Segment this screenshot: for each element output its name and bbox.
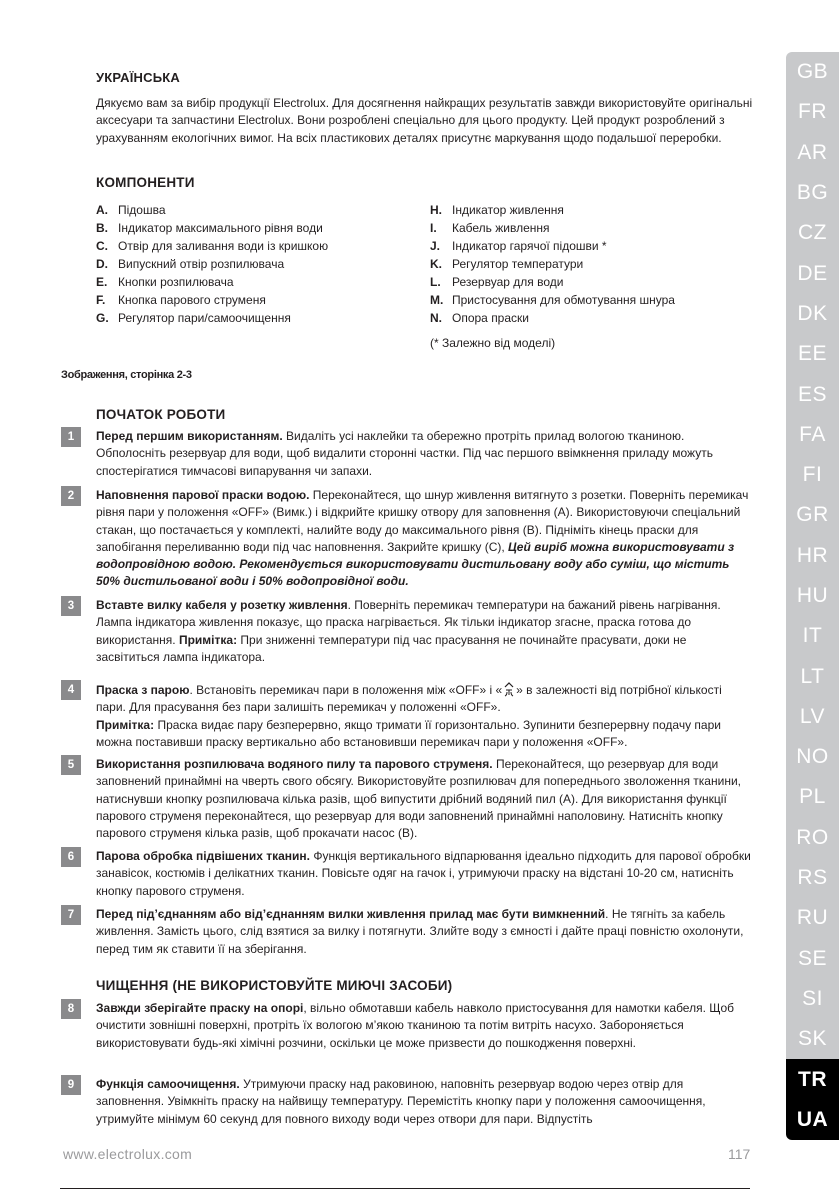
language-tab-ua[interactable]: UA: [786, 1100, 839, 1140]
components-list-left: [96, 201, 416, 327]
getting-started-title: ПОЧАТОК РОБОТИ: [96, 407, 226, 422]
language-tab-cz[interactable]: CZ: [786, 213, 839, 253]
language-tab-gr[interactable]: GR: [786, 495, 839, 535]
component-letter: M.: [430, 293, 444, 307]
step-4-lead: Праска з парою: [96, 683, 190, 697]
step-number: 9: [61, 1075, 81, 1095]
component-letter: J.: [430, 239, 441, 253]
component-label: Кабель живлення: [452, 221, 550, 235]
language-tab-ro[interactable]: RO: [786, 818, 839, 858]
language-tab-ar[interactable]: AR: [786, 133, 839, 173]
component-letter: N.: [430, 311, 442, 325]
step-3-lead: Вставте вилку кабеля у розетку живлення: [96, 598, 348, 612]
step-number: 3: [61, 596, 81, 616]
intro-paragraph: Дякуємо вам за вибір продукції Electrolux. Для досягнення найкращих результатів завжди використовуйте оригінальні аксесуари та запчастини Electrolux. Вони розроблені спеціально для цього продукту. Цей продукт розроблений з урахуванням екологічних вимог. На всіх пластикових деталях присутнє маркування щодо подальшої переробки.: [96, 96, 753, 145]
step-2-text: Переконайтеся, що шнур живлення витягнуто з розетки. Поверніть перемикач рівня пари у положення «OFF» (Вимк.) і відкрийте кришку отвору для заповнення (A). Використовуючи спеціальний стакан, що постачається у комплекті, налийте воду до максимального рівня (B). Підніміть кінець праски для запобігання переливанню води під час наповнення. Закрийте кришку (C),: [96, 488, 749, 554]
components-title: КОМПОНЕНТИ: [96, 175, 195, 190]
component-letter: B.: [96, 221, 108, 235]
step-8: [96, 1000, 751, 1052]
component-label: Регулятор пари/самоочищення: [118, 311, 291, 325]
language-tab-no[interactable]: NO: [786, 737, 839, 777]
step-3-note: При зниженні температури під час прасування не починайте прасувати, доки не засвітиться лампа індикатора.: [96, 632, 687, 664]
component-item: [430, 201, 750, 219]
component-item: [430, 273, 750, 291]
language-tab-gb[interactable]: GB: [786, 52, 839, 92]
step-number: 4: [61, 680, 81, 700]
component-label: Індикатор живлення: [452, 203, 564, 217]
component-label: Регулятор температури: [452, 257, 584, 271]
component-letter: K.: [430, 257, 442, 271]
language-tab-sk[interactable]: SK: [786, 1019, 839, 1059]
language-tabs: [786, 52, 839, 1140]
step-4-text-b: » в залежності від потрібної кількості пари. Для прасування без пари залишіть перемикач у положенні «OFF».: [96, 683, 722, 715]
step-3-text: . Поверніть перемикач температури на бажаний рівень нагрівання. Лампа індикатора живлення показує, що праска нагрівається. Як тільки індикатор згасне, праска готова до використання.: [96, 598, 721, 647]
component-item: [430, 291, 750, 309]
steam-icon: [502, 681, 516, 699]
component-label: Кнопка парового струменя: [118, 293, 266, 307]
step-1: [96, 428, 751, 480]
component-item: [96, 219, 416, 237]
language-tab-se[interactable]: SE: [786, 939, 839, 979]
step-2-lead: Наповнення парової праски водою.: [96, 488, 310, 502]
language-tab-fa[interactable]: FA: [786, 415, 839, 455]
language-tab-bg[interactable]: BG: [786, 173, 839, 213]
cleaning-title: ЧИЩЕННЯ (НЕ ВИКОРИСТОВУЙТЕ МИЮЧІ ЗАСОБИ): [96, 978, 453, 993]
language-tab-hu[interactable]: HU: [786, 576, 839, 616]
component-letter: E.: [96, 275, 108, 289]
component-item: [96, 255, 416, 273]
component-label: Резервуар для води: [452, 275, 564, 289]
step-4-note: Праска видає пару безперервно, якщо тримати її горизонтально. Зупинити безперервну подачу пари можна поставивши праску вертикально або встановивши перемикач пари у положення «OFF».: [96, 717, 721, 749]
step-1-lead: Перед першим використанням.: [96, 429, 283, 443]
step-7: [96, 906, 751, 958]
component-item: [430, 219, 750, 237]
component-item: [96, 237, 416, 255]
images-note: Зображення, сторінка 2-3: [61, 369, 192, 381]
components-footnote: (* Залежно від моделі): [430, 336, 556, 350]
step-number: 1: [61, 427, 81, 447]
step-9-text: Утримуючи праску над раковиною, наповніть резервуар водою через отвір для заповнення. Увімкніть праску на найвищу температуру. Перемістіть кнопку пари у положення самоочищення, утримуйте мінімум 60 секунд для повного виходу води через отвори для пари. Відпустіть: [96, 1077, 706, 1126]
step-6-lead: Парова обробка підвішених тканин.: [96, 849, 310, 863]
component-label: Пристосування для обмотування шнура: [452, 293, 675, 307]
step-7-text: . Не тягніть за кабель живлення. Замість цього, слід взятися за вилку і потягнути. Злийте воду з ємності і дайте праці повністю охолонути, перед тим як ставити її на зберігання.: [96, 907, 744, 956]
component-letter: D.: [96, 257, 108, 271]
language-tab-fr[interactable]: FR: [786, 92, 839, 132]
component-label: Кнопки розпилювача: [118, 275, 234, 289]
step-4-note-label: Примітка:: [96, 717, 155, 732]
language-tab-hr[interactable]: HR: [786, 536, 839, 576]
component-letter: G.: [96, 311, 109, 325]
step-number: 6: [61, 847, 81, 867]
step-number: 8: [61, 999, 81, 1019]
component-label: Підошва: [118, 203, 166, 217]
component-letter: H.: [430, 203, 442, 217]
step-9-lead: Функція самоочищення.: [96, 1077, 240, 1091]
component-letter: C.: [96, 239, 108, 253]
language-tab-ee[interactable]: EE: [786, 334, 839, 374]
language-tab-si[interactable]: SI: [786, 979, 839, 1019]
language-tab-de[interactable]: DE: [786, 253, 839, 293]
language-tab-lv[interactable]: LV: [786, 697, 839, 737]
language-tab-lt[interactable]: LT: [786, 656, 839, 696]
component-item: [430, 237, 750, 255]
step-3: [96, 597, 751, 666]
step-9: [96, 1076, 751, 1128]
footer-divider: [60, 1188, 750, 1189]
step-5-lead: Використання розпилювача водяного пилу та парового струменя.: [96, 757, 493, 771]
step-5-text: Переконайтеся, що резервуар для води заповнений принаймні на чверть свого обсягу. Використовуйте розпилювач для попереднього зволоження тканини, натиснувши кнопку розпилювача кілька разів, щоб випустити дрібний водяний пил (A). Для використання функції парового струменя переконайтеся, що резервуар для води заповнений принаймні наполовину. Натисніть кнопку парового струменя кілька разів, щоб прокачати насос (B).: [96, 757, 741, 841]
language-tab-pl[interactable]: PL: [786, 777, 839, 817]
section-title: УКРАЇНСЬКА: [96, 70, 180, 85]
components-list-right: [430, 201, 750, 327]
component-label: Індикатор гарячої підошви *: [452, 239, 607, 253]
component-letter: I.: [430, 221, 437, 235]
component-item: [430, 309, 750, 327]
step-6-text: Функція вертикального відпарювання ідеально підходить для парової обробки занавісок, костюмів і делікатних тканин. Повісьте одяг на гачок і, утримуючи праску на відстані 10-20 см, натисніть кнопку парового струменя.: [96, 849, 751, 898]
step-number: 5: [61, 755, 81, 775]
component-item: [96, 309, 416, 327]
language-tab-fi[interactable]: FI: [786, 455, 839, 495]
language-tab-dk[interactable]: DK: [786, 294, 839, 334]
step-4: [96, 681, 751, 751]
component-label: Індикатор максимального рівня води: [118, 221, 323, 235]
component-item: [96, 201, 416, 219]
component-label: Випускний отвір розпилювача: [118, 257, 285, 271]
component-label: Опора праски: [452, 311, 529, 325]
step-4-text: . Встановіть перемикач пари в положення між «OFF» і «: [189, 683, 503, 697]
component-item: [96, 291, 416, 309]
language-tab-ru[interactable]: RU: [786, 898, 839, 938]
step-2-emphasis: Цей виріб можна використовувати з водопровідною водою. Рекомендується використовувати дистильовану воду або сумiш, що містить 50% дистильованої води і 50% водопровідної води.: [96, 539, 735, 589]
component-item: [430, 255, 750, 273]
step-3-note-label: Примітка:: [178, 632, 238, 647]
component-letter: L.: [430, 275, 441, 289]
step-8-text: , вільно обмотавши кабель навколо пристосування для намотки кабеля. Щоб очистити зовнішні поверхні, протріть їх вологою м’якою тканиною та потім витріть насухо. Забороняється використовувати будь-які хімічні розчини, оскільки це може призвести до пошкодження поверхні.: [96, 1001, 735, 1050]
component-letter: A.: [96, 203, 108, 217]
component-item: [96, 273, 416, 291]
language-tab-it[interactable]: IT: [786, 616, 839, 656]
language-tab-rs[interactable]: RS: [786, 858, 839, 898]
step-1-text: Видаліть усі наклейки та обережно протріть прилад вологою тканиною. Обполосніть резервуар для води, щоб видалити сторонні частки. Під час першого ввімкнення приладу можуть спостерігатися тимчасові випарування чи запахи.: [96, 429, 713, 478]
footer-page-number: 117: [728, 1146, 751, 1162]
step-6: [96, 848, 751, 900]
step-number: 2: [61, 486, 81, 506]
language-tab-tr[interactable]: TR: [786, 1059, 839, 1099]
footer-website: www.electrolux.com: [63, 1146, 193, 1162]
language-tab-es[interactable]: ES: [786, 374, 839, 414]
step-8-lead: Завжди зберігайте праску на опорі: [96, 1001, 304, 1015]
component-label: Отвір для заливання води із кришкою: [118, 239, 329, 253]
component-letter: F.: [96, 293, 106, 307]
step-2: [96, 487, 751, 591]
step-number: 7: [61, 905, 81, 925]
step-5: [96, 756, 751, 842]
step-7-lead: Перед під’єднанням або від’єднанням вилки живлення прилад має бути вимкненний: [96, 907, 606, 921]
